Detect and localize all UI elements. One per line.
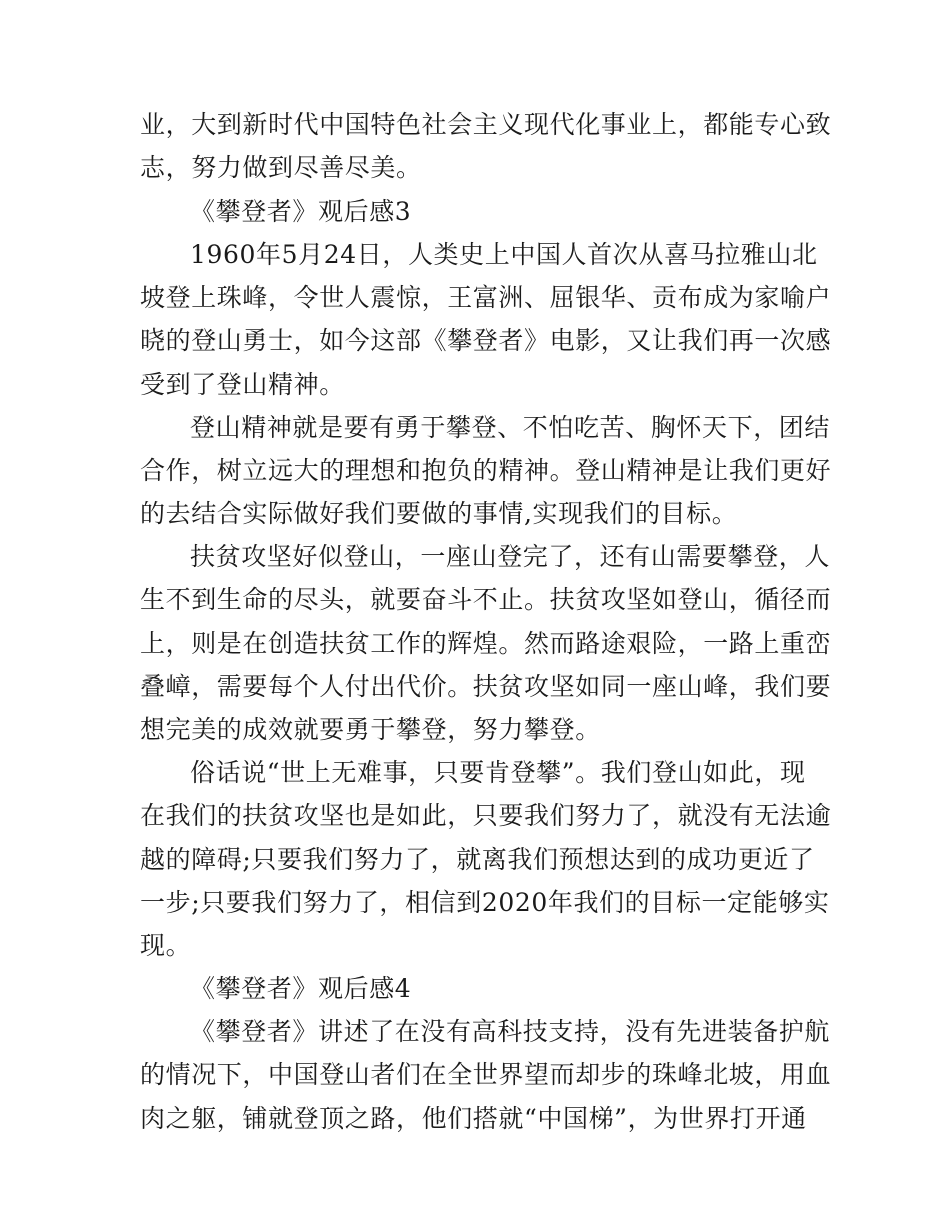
text-line: 受到了登山精神。 [140,370,345,399]
text-line: 在我们的扶贫攻坚也是如此，只要我们努力了，就没有无法逾 [140,801,832,830]
text-line: 业，大到新时代中国特色社会主义现代化事业上，都能专心致 [140,110,832,139]
text-line: 叠嶂，需要每个人付出代价。扶贫攻坚如同一座山峰，我们要 [140,672,832,701]
text-line: 俗话说“世上无难事，只要肯登攀”。我们登山如此，现 [190,758,806,787]
text-line: 的去结合实际做好我们要做的事情,实现我们的目标。 [140,499,738,528]
text-line: 1960年5月24日，人类史上中国人首次从喜马拉雅山北 [190,240,818,269]
text-line: 《攀登者》讲述了在没有高科技支持，没有先进装备护航 [190,1017,831,1046]
text-line: 扶贫攻坚好似登山，一座山登完了，还有山需要攀登，人 [190,542,831,571]
text-line: 一步;只要我们努力了，相信到2020年我们的目标一定能够实 [140,888,830,917]
text-line: 生不到生命的尽头，就要奋斗不止。扶贫攻坚如登山，循径而 [140,585,832,614]
text-line: 的情况下，中国登山者们在全世界望而却步的珠峰北坡，用血 [140,1060,832,1089]
text-line: 越的障碍;只要我们努力了，就离我们预想达到的成功更近了 [140,845,815,874]
text-line: 志，努力做到尽善尽美。 [140,153,422,182]
text-line: 想完美的成效就要勇于攀登，努力攀登。 [140,715,601,744]
text-line: 登山精神就是要有勇于攀登、不怕吃苦、胸怀天下，团结 [190,413,831,442]
section-heading: 《攀登者》观后感4 [190,974,412,1003]
text-line: 坡登上珠峰，令世人震惊，王富洲、屈银华、贡布成为家喻户 [140,283,832,312]
text-line: 晓的登山勇士，如今这部《攀登者》电影，又让我们再一次感 [140,326,832,355]
text-line: 合作，树立远大的理想和抱负的精神。登山精神是让我们更好 [140,456,832,485]
text-line: 现。 [140,931,192,960]
text-line: 上，则是在创造扶贫工作的辉煌。然而路途艰险，一路上重峦 [140,629,832,658]
text-line: 肉之躯，铺就登顶之路，他们搭就“中国梯”，为世界打开通 [140,1104,807,1133]
section-heading: 《攀登者》观后感3 [190,197,412,226]
